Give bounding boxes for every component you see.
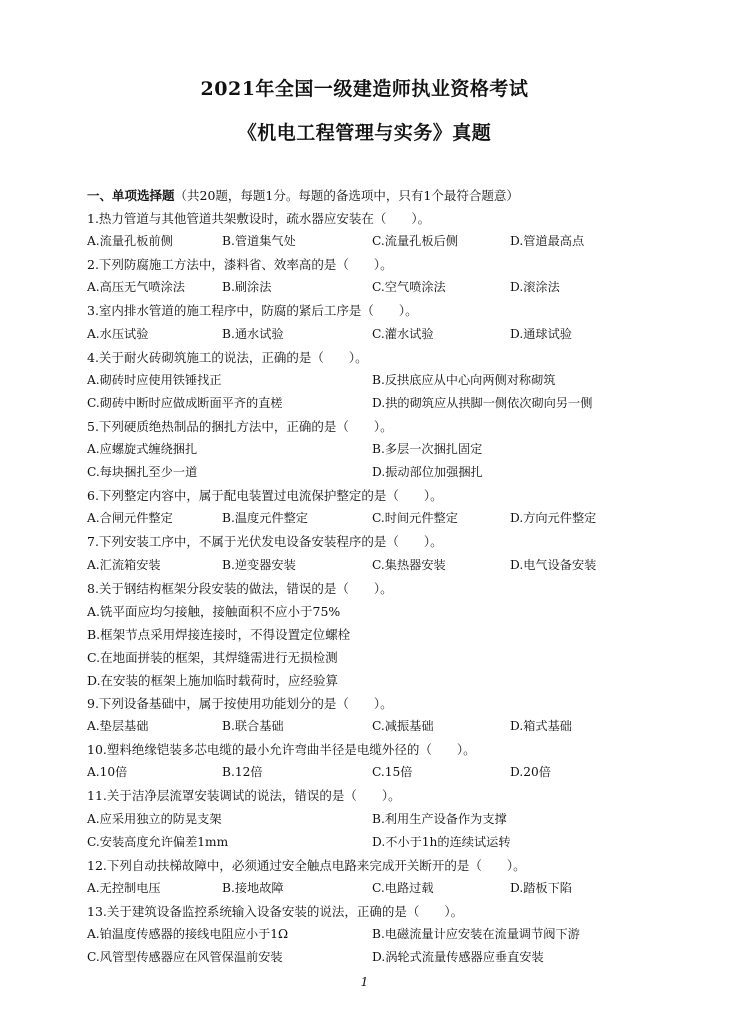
option-a: A.砌砖时应使用铁锤找正 — [87, 372, 222, 387]
option-b: B.管道集气处 — [222, 234, 296, 249]
option-row — [87, 507, 647, 530]
option-a: A.水压试验 — [87, 326, 149, 341]
option-b: B.框架节点采用焊接连接时，不得设置定位螺栓 — [87, 626, 351, 642]
option-d: D.滚涂法 — [510, 280, 560, 295]
option-row — [87, 715, 647, 738]
option-a: A.垫层基础 — [87, 719, 149, 734]
page-number: 1 — [360, 975, 369, 989]
option-d: D.振动部位加强捆扎 — [372, 465, 483, 480]
option-b: B.接地故障 — [222, 880, 284, 895]
option-row — [87, 392, 647, 415]
option-c: C.时间元件整定 — [372, 511, 458, 526]
option-d: D.方向元件整定 — [510, 511, 597, 526]
option-c: C.灌水试验 — [372, 326, 434, 341]
question-stem: 11.关于洁净层流罩安装调试的说法，错误的是（ ）。 — [87, 788, 401, 804]
option-row — [87, 946, 647, 969]
option-c: C.砌砖中断时应做成断面平齐的直槎 — [87, 395, 283, 410]
option-b: B.通水试验 — [222, 326, 284, 341]
option-a: A.合闸元件整定 — [87, 511, 173, 526]
option-d: D.箱式基础 — [510, 719, 572, 734]
option-row — [87, 923, 647, 946]
option-c: C.流量孔板后侧 — [372, 234, 458, 249]
question-stem: 10.塑料绝缘铠装多芯电缆的最小允许弯曲半径是电缆外径的（ ）。 — [87, 742, 476, 758]
question-stem: 5.下列硬质绝热制品的捆扎方法中，正确的是（ ）。 — [87, 418, 393, 434]
option-b: B.逆变器安装 — [222, 557, 296, 572]
option-b: B.电磁流量计应安装在流量调节阀下游 — [372, 927, 580, 941]
option-c: C.15倍 — [372, 765, 413, 780]
option-d: D.拱的砌筑应从拱脚一侧依次砌向另一侧 — [372, 395, 593, 410]
question-stem: 2.下列防腐施工方法中，漆料省、效率高的是（ ）。 — [87, 257, 393, 273]
option-b: B.反拱底应从中心向两侧对称砌筑 — [372, 372, 556, 387]
question-stem: 7.下列安装工序中，不属于光伏发电设备安装程序的是（ ）。 — [87, 534, 443, 550]
option-c: C.在地面拼装的框架，其焊缝需进行无损检测 — [87, 649, 338, 665]
option-row — [87, 230, 647, 253]
option-row — [87, 438, 647, 461]
option-a: A.应采用独立的防晃支架 — [87, 811, 222, 826]
question-stem: 6.下列整定内容中，属于配电装置过电流保护整定的是（ ）。 — [87, 488, 443, 504]
section-heading-label: 一、单项选择题 — [87, 188, 175, 203]
option-c: C.电路过载 — [372, 880, 434, 895]
option-b: B.12倍 — [222, 765, 263, 780]
exam-subject-title: 《机电工程管理与实务》真题 — [237, 122, 492, 144]
option-a: A.流量孔板前侧 — [87, 234, 173, 249]
question-stem: 1.热力管道与其他管道共架敷设时，疏水器应安装在（ ）。 — [87, 211, 431, 227]
option-c: C.空气喷涂法 — [372, 280, 446, 295]
option-row — [87, 369, 647, 392]
option-d: D.踏板下陷 — [510, 880, 572, 895]
option-a: A.应螺旋式缠绕捆扎 — [87, 442, 198, 457]
option-c: C.减振基础 — [372, 719, 434, 734]
option-d: D.20倍 — [510, 765, 551, 780]
option-b: B.刷涂法 — [222, 280, 272, 295]
option-row — [87, 323, 647, 346]
question-stem: 13.关于建筑设备监控系统输入设备安装的说法，正确的是（ ）。 — [87, 903, 464, 919]
option-row — [87, 276, 647, 299]
option-d: D.在安装的框架上施加临时载荷时，应经验算 — [87, 672, 339, 688]
option-a: A.10倍 — [87, 765, 128, 780]
option-row — [87, 808, 647, 831]
option-row — [87, 761, 647, 784]
option-row — [87, 461, 647, 484]
option-a: A.高压无气喷涂法 — [87, 280, 185, 295]
option-c: C.每块捆扎至少一道 — [87, 465, 198, 480]
option-row — [87, 877, 647, 900]
question-stem: 9.下列设备基础中，属于按使用功能划分的是（ ）。 — [87, 696, 393, 712]
question-list — [87, 184, 647, 969]
option-c: C.安装高度允许偏差1mm — [87, 834, 229, 849]
option-row — [87, 554, 647, 577]
option-b: B.联合基础 — [222, 719, 284, 734]
section-heading-note: （共20题，每题1分。每题的备选项中，只有1个最符合题意） — [174, 188, 519, 203]
question-stem: 8.关于钢结构框架分段安装的做法，错误的是（ ）。 — [87, 580, 393, 596]
option-d: D.不小于1h的连续试运转 — [372, 834, 511, 849]
option-a: A.汇流箱安装 — [87, 557, 161, 572]
option-b: B.温度元件整定 — [222, 511, 308, 526]
question-stem: 4.关于耐火砖砌筑施工的说法，正确的是（ ）。 — [87, 349, 368, 365]
option-d: D.通球试验 — [510, 326, 572, 341]
exam-title: 2021年全国一级建造师执业资格考试 — [200, 78, 529, 100]
option-d: D.管道最高点 — [510, 234, 585, 249]
option-a: A.铣平面应均匀接触，接触面积不应小于75% — [87, 603, 341, 619]
question-stem: 3.室内排水管道的施工程序中，防腐的紧后工序是（ ）。 — [87, 303, 418, 319]
option-b: B.利用生产设备作为支撑 — [372, 811, 507, 826]
option-c: C.风管型传感器应在风管保温前安装 — [87, 950, 283, 965]
option-d: D.电气设备安装 — [510, 557, 597, 572]
option-a: A.无控制电压 — [87, 880, 161, 895]
question-stem: 12.下列自动扶梯故障中，必须通过安全触点电路来完成开关断开的是（ ）。 — [87, 857, 526, 873]
option-a: A.铂温度传感器的接线电阻应小于1Ω — [87, 927, 289, 941]
option-row — [87, 831, 647, 854]
section-heading — [87, 184, 647, 207]
option-c: C.集热器安装 — [372, 557, 446, 572]
option-b: B.多层一次捆扎固定 — [372, 442, 483, 457]
option-d: D.涡轮式流量传感器应垂直安装 — [372, 950, 544, 965]
